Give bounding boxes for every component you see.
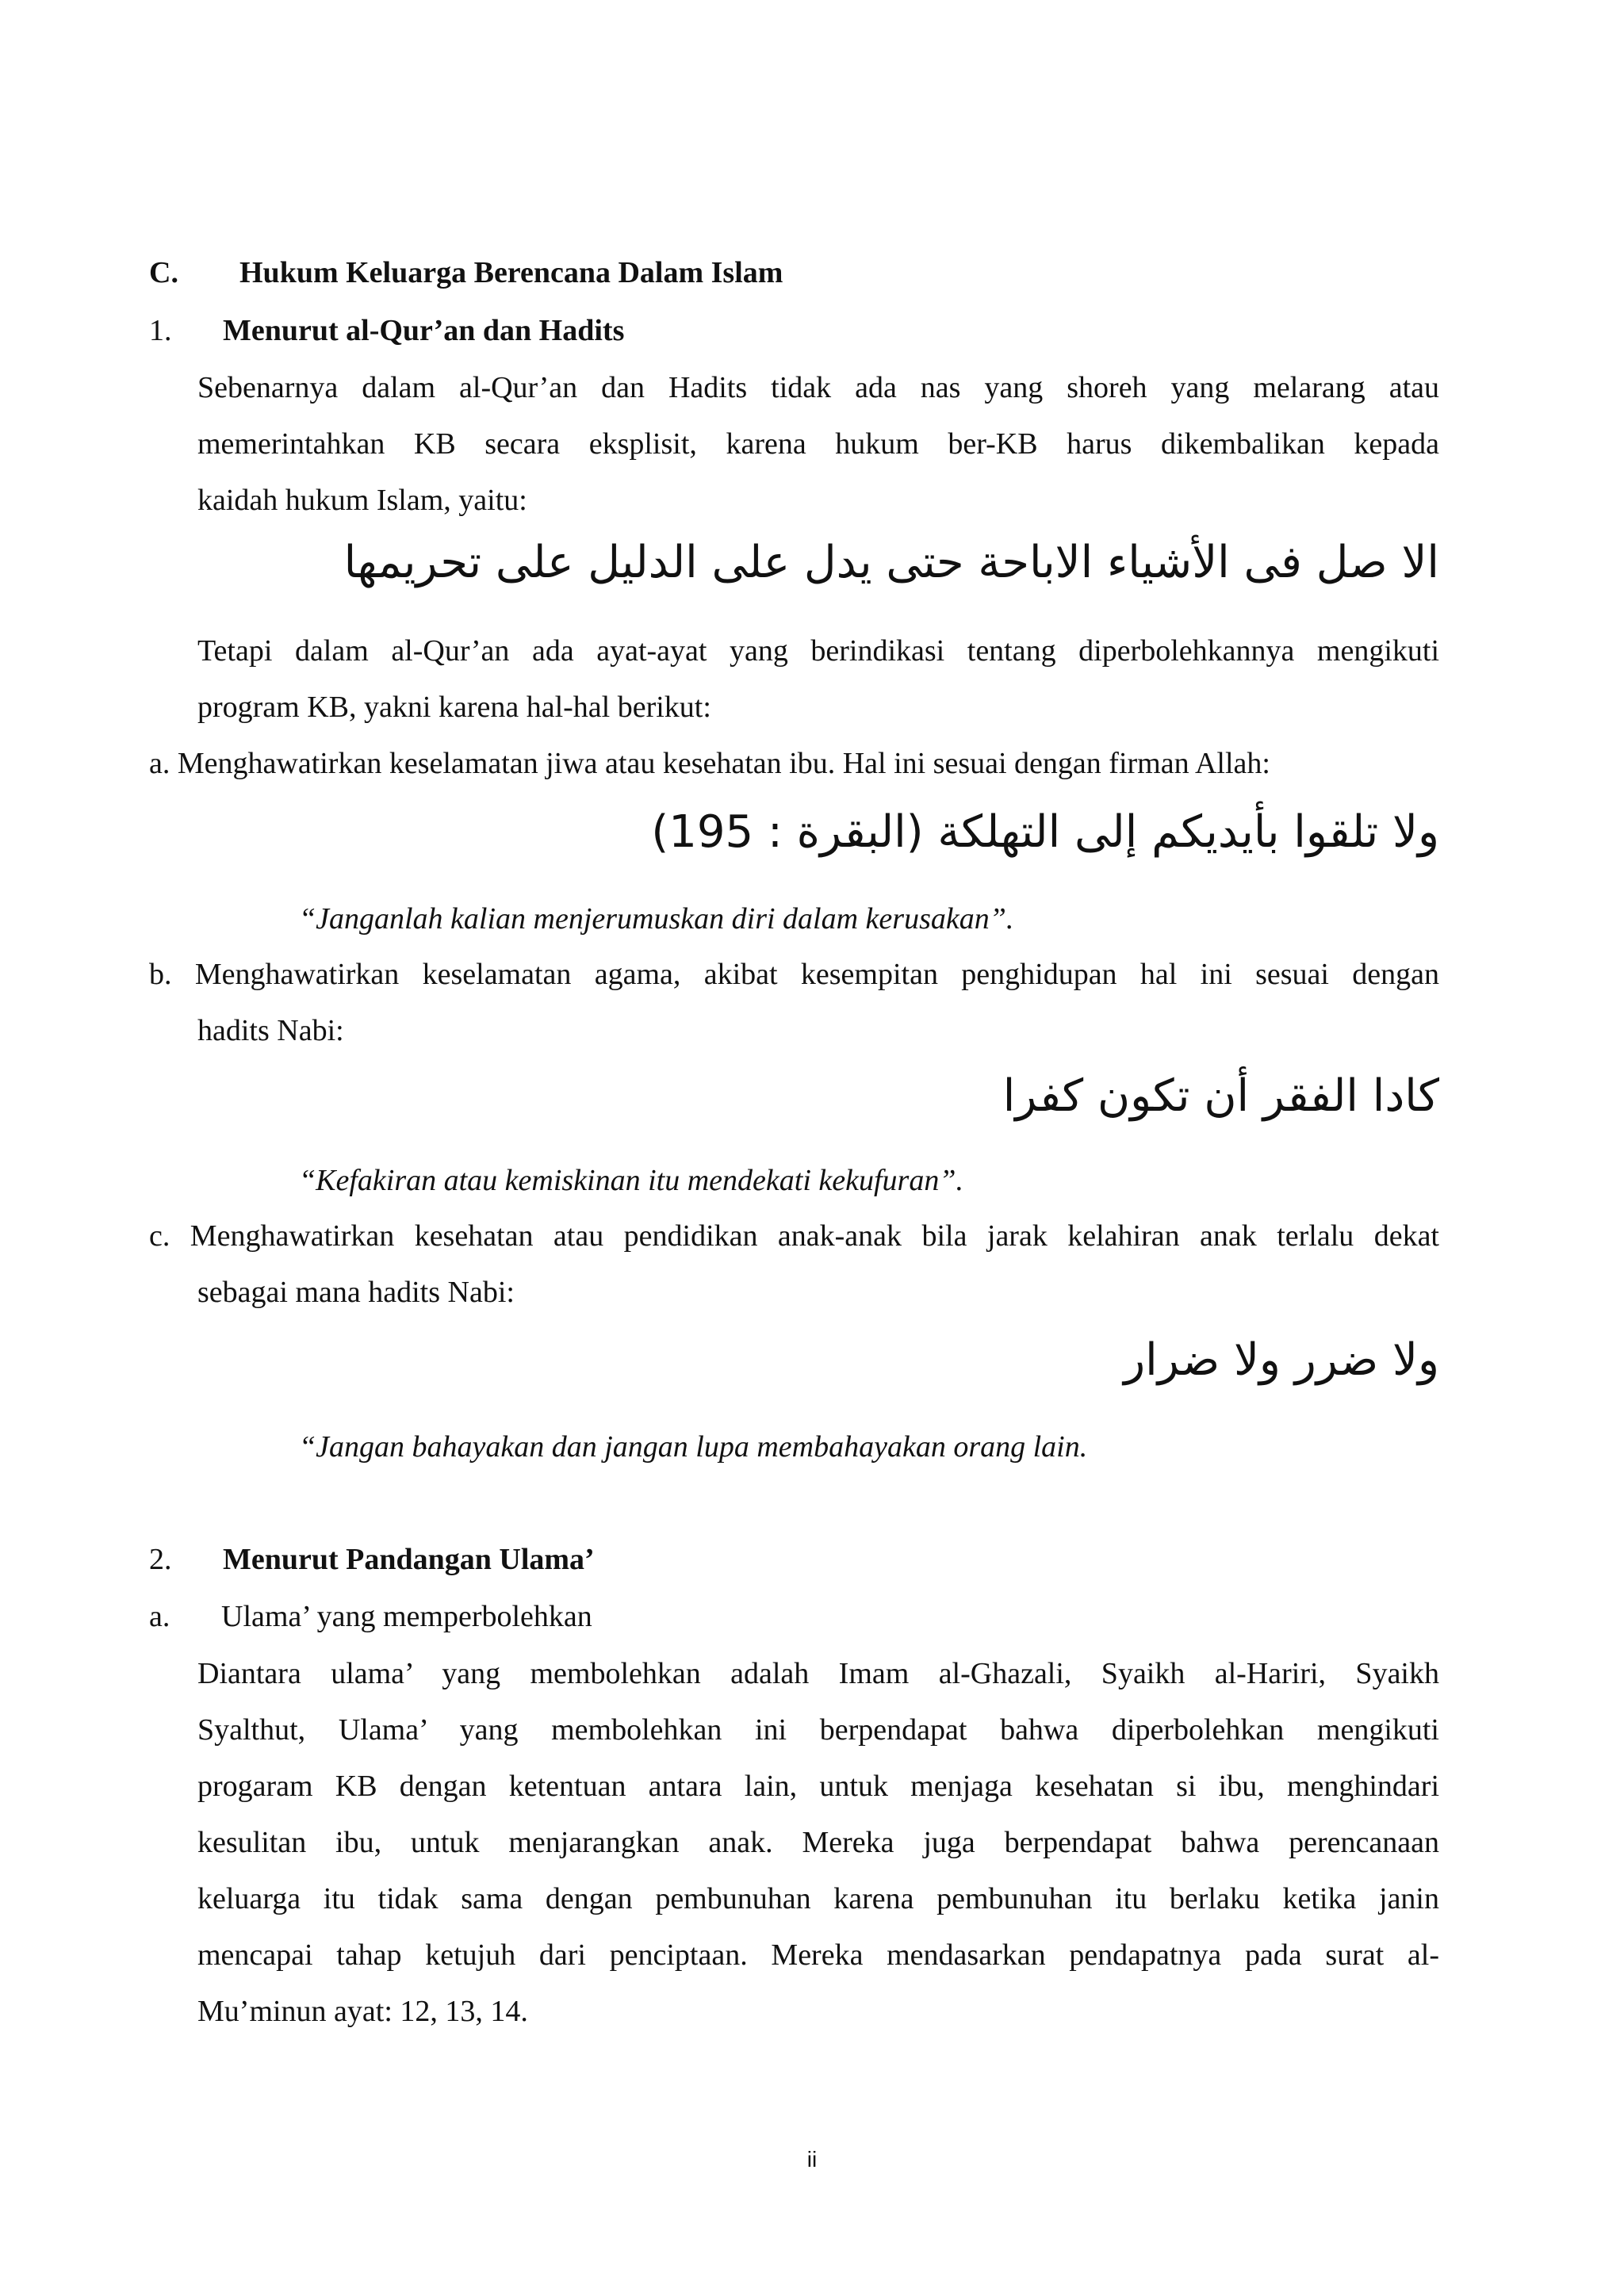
ulama-para-line-4: kesulitan ibu, untuk menjarangkan anak. Mereka juga berpendapat bahwa perencanaan — [197, 1826, 1439, 1859]
quote-c: “Jangan bahayakan dan jangan lupa membahayakan orang lain. — [299, 1430, 1088, 1464]
quote-a: “Janganlah kalian menjerumuskan diri dalam kerusakan”. — [299, 902, 1014, 936]
ulama-para-line-7: Mu’minun ayat: 12, 13, 14. — [197, 1995, 528, 2028]
sub1-title: Menurut al-Qur’an dan Hadits — [223, 314, 625, 347]
para2-line-2: program KB, yakni karena hal-hal berikut: — [197, 691, 711, 724]
ulama-para-line-6: mencapai tahap ketujuh dari penciptaan. Mereka mendasarkan pendapatnya pada surat al- — [197, 1938, 1439, 1972]
section-c-title: Hukum Keluarga Berencana Dalam Islam — [239, 256, 783, 289]
ulama-para-line-1: Diantara ulama’ yang membolehkan adalah Imam al-Ghazali, Syaikh al-Hariri, Syaikh — [197, 1657, 1439, 1690]
arabic-rule: الا صل فى الأشياء الاباحة حتى يدل على الدليل على تحريمها — [343, 537, 1439, 588]
section-c-marker: C. — [149, 256, 178, 289]
point-b-line-2: hadits Nabi: — [197, 1014, 344, 1047]
point-c-line-2: sebagai mana hadits Nabi: — [197, 1276, 515, 1309]
sub1-marker: 1. — [149, 314, 172, 347]
ulama-para-line-5: keluarga itu tidak sama dengan pembunuhan karena pembunuhan itu berlaku ketika janin — [197, 1882, 1439, 1915]
arabic-verse-baqarah: ولا تلقوا بأيديكم إلى التهلكة (البقرة : 195) — [651, 806, 1439, 858]
ulama-para-line-2: Syalthut, Ulama’ yang membolehkan ini berpendapat bahwa diperbolehkan mengikuti — [197, 1713, 1439, 1747]
arabic-hadith-harm: ولا ضرر ولا ضرار — [1124, 1334, 1439, 1386]
ulama-para-line-3: progaram KB dengan ketentuan antara lain, untuk menjaga kesehatan si ibu, menghindari — [197, 1770, 1439, 1803]
point-c-line-1: c. Menghawatirkan kesehatan atau pendidikan anak-anak bila jarak kelahiran anak terlalu dekat — [149, 1219, 1439, 1253]
sub2-marker: 2. — [149, 1543, 172, 1576]
sub2-point-a-title: Ulama’ yang memperbolehkan — [221, 1600, 592, 1633]
point-a-text: a. Menghawatirkan keselamatan jiwa atau kesehatan ibu. Hal ini sesuai dengan firman Allah: — [149, 747, 1270, 780]
quote-b: “Kefakiran atau kemiskinan itu mendekati kekufuran”. — [299, 1164, 963, 1197]
para1-line-3: kaidah hukum Islam, yaitu: — [197, 484, 527, 517]
para1-line-2: memerintahkan KB secara eksplisit, karena hukum ber-KB harus dikembalikan kepada — [197, 427, 1439, 461]
sub2-title: Menurut Pandangan Ulama’ — [223, 1543, 595, 1576]
sub2-point-a-marker: a. — [149, 1600, 170, 1633]
page-number: ii — [806, 2147, 818, 2172]
arabic-hadith-poverty: كادا الفقر أن تكون كفرا — [1002, 1070, 1439, 1122]
point-b-line-1: b. Menghawatirkan keselamatan agama, akibat kesempitan penghidupan hal ini sesuai dengan — [149, 958, 1439, 991]
para2-line-1: Tetapi dalam al-Qur’an ada ayat-ayat yang berindikasi tentang diperbolehkannya mengikuti — [197, 634, 1439, 668]
para1-line-1: Sebenarnya dalam al-Qur’an dan Hadits tidak ada nas yang shoreh yang melarang atau — [197, 371, 1439, 404]
